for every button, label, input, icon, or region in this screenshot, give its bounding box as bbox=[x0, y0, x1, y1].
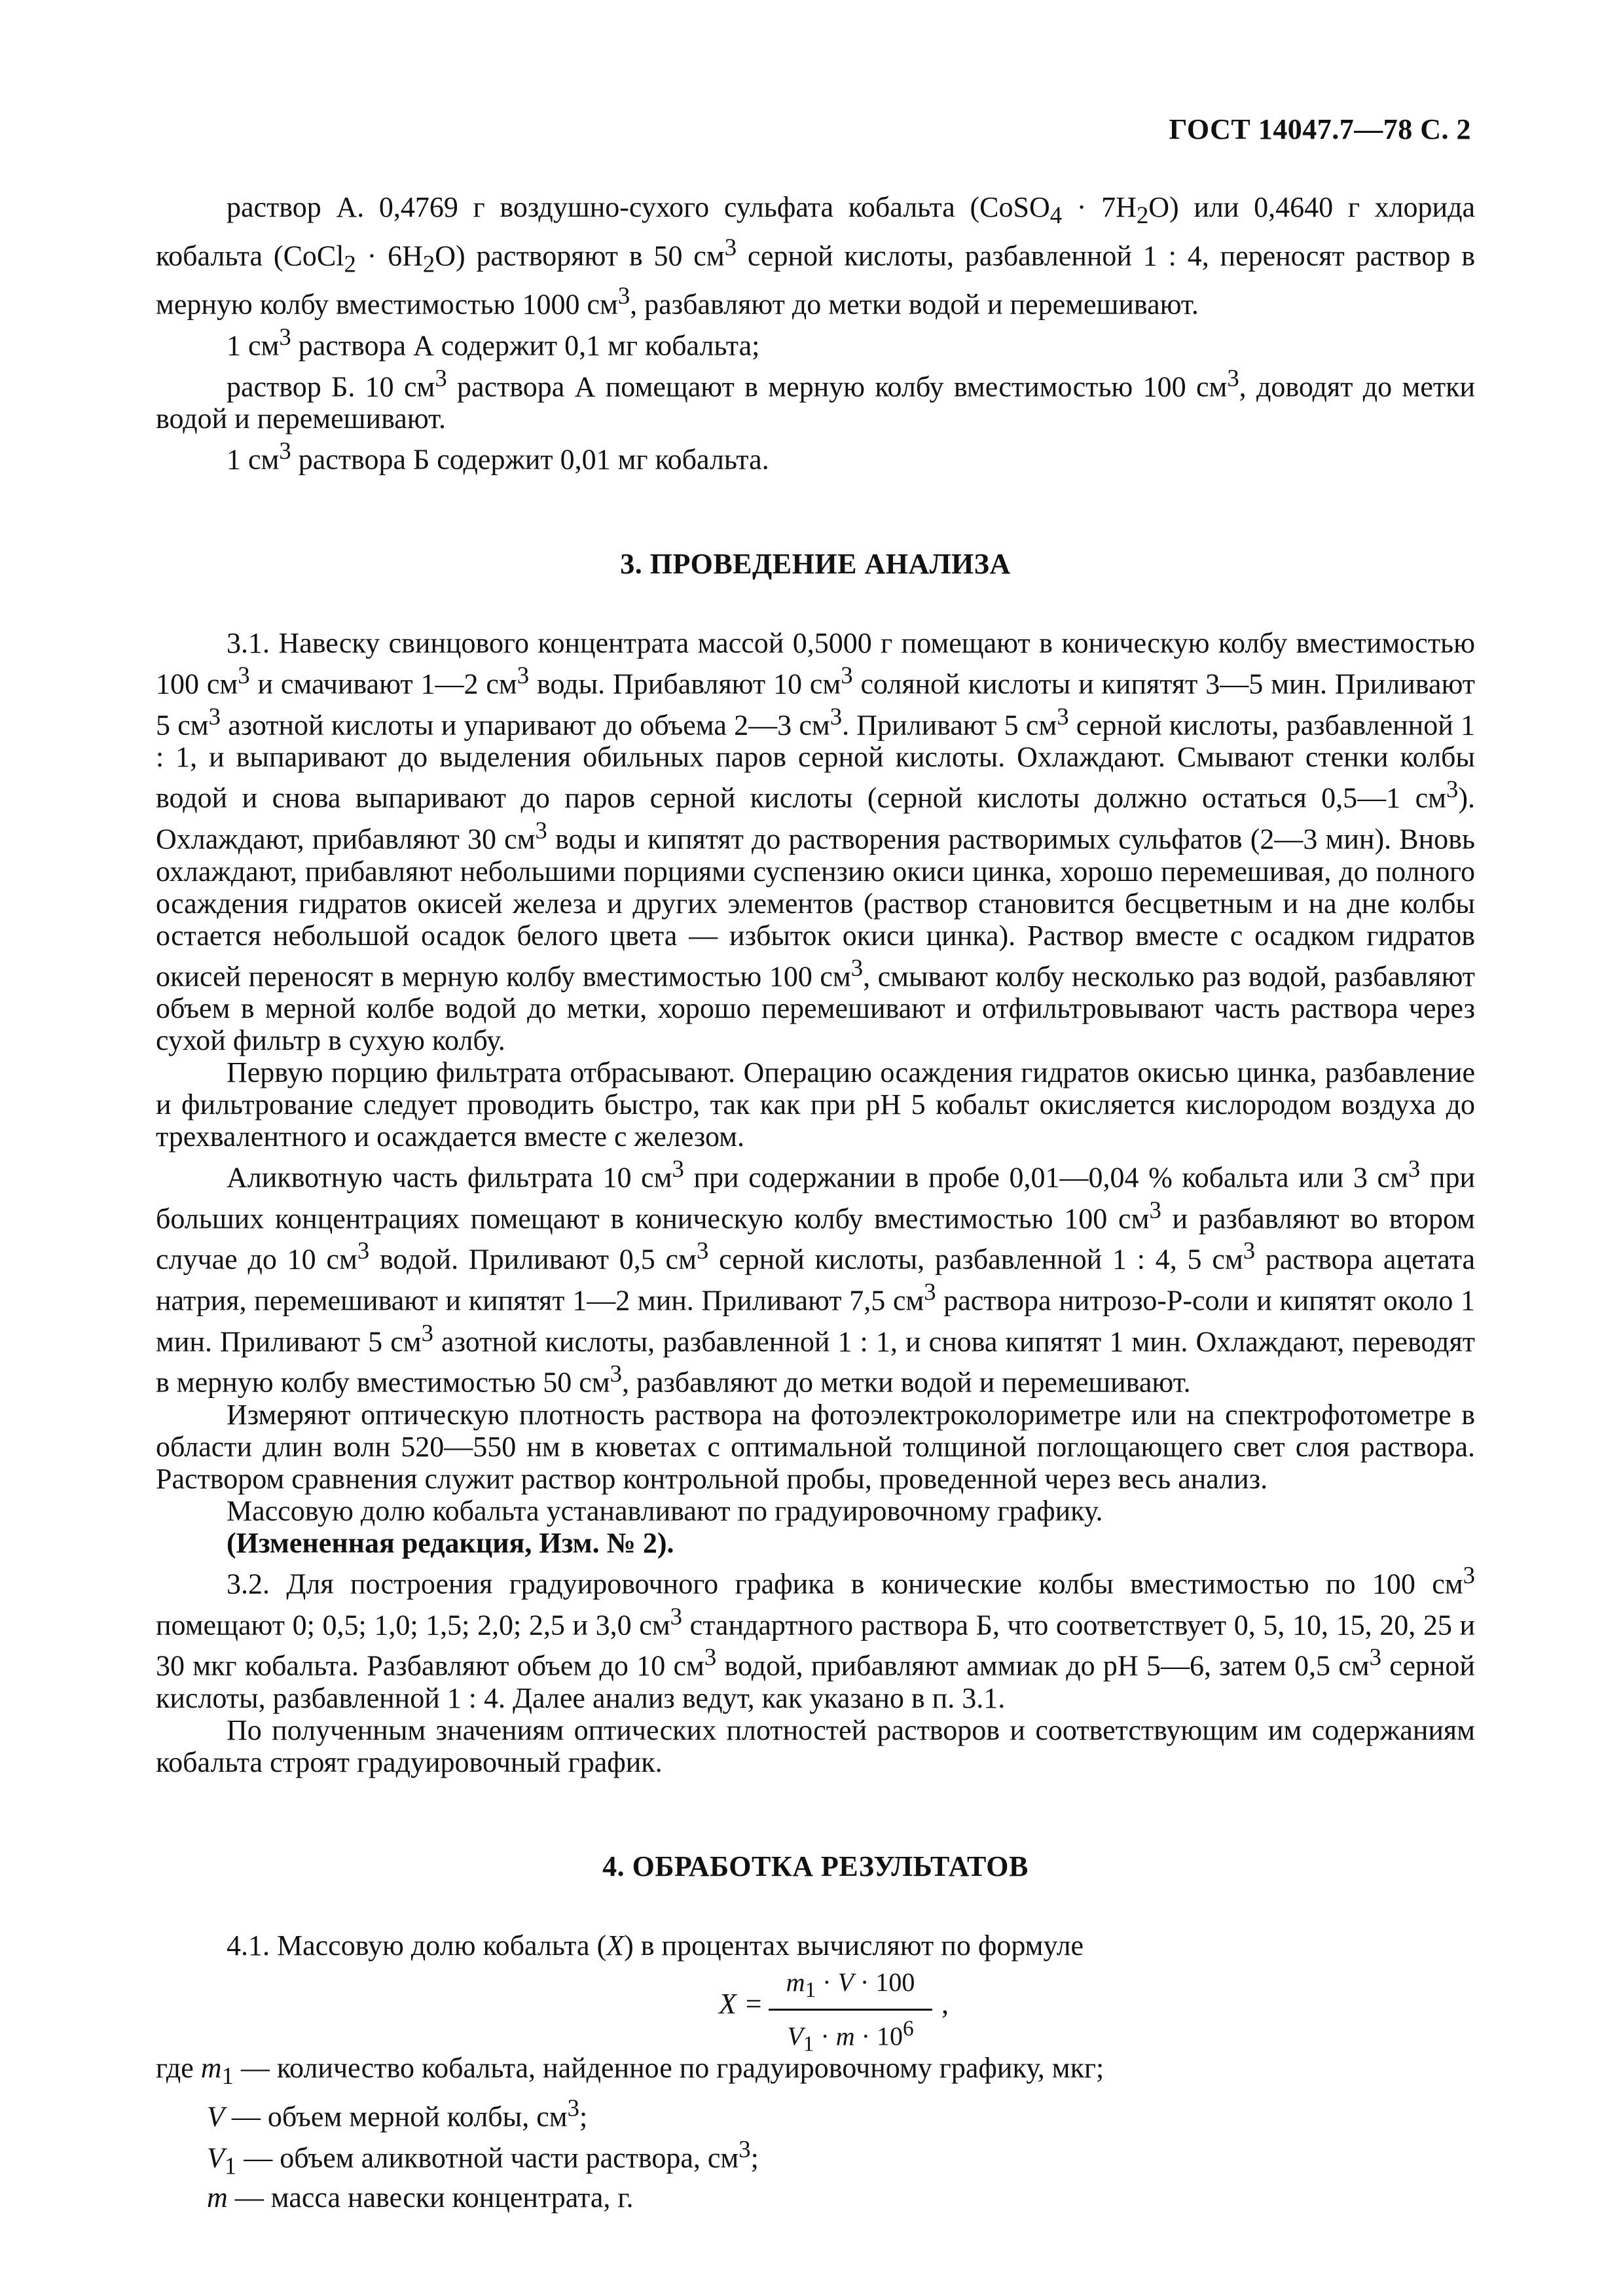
text: помещают 0; 0,5; 1,0; 1,5; 2,0; 2,5 и 3,0 см bbox=[156, 1609, 670, 1641]
superscript: 3 bbox=[279, 437, 291, 465]
variable: m bbox=[786, 1967, 805, 1998]
superscript: 3 bbox=[238, 661, 250, 689]
subscript: 1 bbox=[224, 2151, 237, 2179]
running-head: ГОСТ 14047.7—78 С. 2 bbox=[1169, 113, 1471, 145]
subscript: 1 bbox=[805, 1978, 816, 2003]
superscript: 3 bbox=[841, 661, 853, 689]
text: , доводят до метки водой и перемешивают. bbox=[156, 370, 1476, 435]
text: раствора нитрозо-Р-соли и кипятят около 1 мин. Приливают 5 см bbox=[156, 1284, 1475, 1358]
section-3-heading: 3. ПРОВЕДЕНИЕ АНАЛИЗА bbox=[620, 547, 1011, 580]
variable: X bbox=[606, 1929, 625, 1962]
text: · 100 bbox=[854, 1967, 915, 1998]
superscript: 3 bbox=[739, 2135, 751, 2162]
text: соляной кислоты и кипятят 3—5 мин. Приливают 5 см bbox=[156, 668, 1475, 742]
text: · 10 bbox=[854, 2021, 903, 2051]
superscript: 3 bbox=[1057, 702, 1069, 730]
superscript: 3 bbox=[1463, 1562, 1475, 1589]
text: водой, прибавляют аммиак до pH 5—6, затем 0,5 см bbox=[716, 1650, 1370, 1683]
subscript: 1 bbox=[221, 2062, 234, 2089]
text: 3.1. Навеску свинцового концентрата массой 0,5000 г помещают в коническую колбу вместимостью 100 см bbox=[156, 626, 1475, 700]
text: при содержании в пробе 0,01—0,04 % кобальта или 3 см bbox=[684, 1161, 1408, 1194]
superscript: 3 bbox=[672, 1155, 684, 1183]
text: ; bbox=[750, 2142, 759, 2174]
text: O) растворяют в 50 см bbox=[435, 240, 725, 272]
superscript: 3 bbox=[535, 816, 547, 844]
superscript: 3 bbox=[724, 233, 737, 260]
text: серной кислоты, разбавленной 1 : 4. Далее анализ ведут, как указано в п. 3.1. bbox=[156, 1650, 1475, 1715]
superscript: 3 bbox=[567, 2094, 579, 2121]
text: ; bbox=[579, 2100, 588, 2133]
superscript: 3 bbox=[924, 1278, 936, 1306]
paragraph-mass-fraction: Массовую долю кобальта устанавливают по градуировочному графику. bbox=[227, 1495, 1103, 1528]
text: · bbox=[814, 2021, 836, 2051]
superscript: 3 bbox=[670, 1602, 682, 1630]
text: при больших концентрациях помещают в коническую колбу вместимостью 100 см bbox=[156, 1161, 1475, 1235]
text: — масса навески концентрата, г. bbox=[227, 2181, 634, 2214]
variable: V bbox=[837, 1967, 854, 1998]
superscript: 3 bbox=[1408, 1155, 1421, 1183]
superscript: 3 bbox=[1243, 1237, 1256, 1265]
definition-v1 bbox=[156, 2133, 1475, 2181]
text: 3.2. Для построения градуировочного графика в конические колбы вместимостью по 100 см bbox=[227, 1568, 1463, 1600]
text: O) или 0,4640 г хлорида кобальта (CoCl bbox=[156, 191, 1475, 272]
superscript: 3 bbox=[850, 954, 864, 981]
spacer bbox=[156, 476, 1475, 548]
section-4-heading: 4. ОБРАБОТКА РЕЗУЛЬТАТОВ bbox=[602, 1850, 1029, 1883]
formula-fraction bbox=[769, 1965, 932, 2061]
superscript: 3 bbox=[610, 1360, 622, 1388]
superscript: 3 bbox=[704, 1643, 717, 1671]
superscript: 3 bbox=[1369, 1643, 1381, 1671]
text: — количество кобальта, найденное по градуировочному графику, мкг; bbox=[233, 2052, 1104, 2085]
text: водой. Приливают 0,5 см bbox=[369, 1244, 697, 1276]
text: 1 см bbox=[227, 443, 280, 476]
variable: m bbox=[200, 2052, 222, 2085]
subscript: 1 bbox=[803, 2032, 814, 2056]
text: , смывают колбу несколько раз водой, разбавляют объем в мерной колбе водой до метки, хорошо перемешивают и отфильтровывают часть раствора через сухой фильтр в сухую колбу. bbox=[156, 960, 1475, 1057]
text: где bbox=[156, 2052, 201, 2085]
text: 4.1. Массовую долю кобальта ( bbox=[227, 1929, 607, 1962]
text: ) в процентах вычисляют по формуле bbox=[624, 1929, 1084, 1962]
variable: V bbox=[207, 2142, 225, 2174]
formula-denominator bbox=[769, 2012, 932, 2061]
text: стандартного раствора Б, что соответствует 0, 5, 10, 15, 20, 25 и 30 мкг кобальта. Разбавляют объем до 10 см bbox=[156, 1609, 1475, 1683]
formula bbox=[156, 1962, 1475, 2056]
superscript: 3 bbox=[1227, 364, 1239, 391]
text: , разбавляют до метки водой и перемешивают. bbox=[630, 288, 1199, 321]
text: серной кислоты, разбавленной 1 : 1, и выпаривают до выделения обильных паров серной кислоты. Охлаждают. Смывают стенки колбы водой и снова выпаривают до паров серной кислоты (серной кислоты должно остаться 0,5—1 см bbox=[156, 709, 1475, 814]
fraction-bar bbox=[769, 2009, 932, 2011]
spacer bbox=[156, 1882, 1475, 1929]
superscript: 3 bbox=[1446, 776, 1459, 803]
superscript: 3 bbox=[517, 661, 530, 689]
variable: V bbox=[787, 2021, 803, 2051]
variable-definitions bbox=[156, 2052, 1475, 2214]
text: воды. Прибавляют 10 см bbox=[529, 668, 841, 700]
superscript: 3 bbox=[617, 282, 630, 310]
text: раствора А содержит 0,1 мг кобальта; bbox=[291, 329, 760, 362]
paragraph-filtrate: Первую порцию фильтрата отбрасывают. Операцию осаждения гидратов окисью цинка, разбавление и фильтрование следует проводить быстро, так как при pH 5 кобальт окисляется кислородом воздуха до трехвалентного и осаждается вместе с железом. bbox=[156, 1056, 1475, 1153]
text: , разбавляют до метки водой и перемешивают. bbox=[621, 1367, 1191, 1399]
text: раствор Б. 10 см bbox=[227, 370, 435, 403]
text: воды и кипятят до растворения растворимых сульфатов (2—3 мин). Вновь охлаждают, прибавляют небольшими порциями суспензию окиси цинка, хорошо перемешивая, до полного осаждения гидратов окисей железа и других элементов (раствор становится бесцветным и на дне колбы остается небольшой осадок белого цвета — избыток окиси цинка). Раствор вместе с осадком гидратов окисей переносят в мерную колбу вместимостью 100 см bbox=[156, 823, 1475, 993]
spacer bbox=[156, 580, 1475, 627]
formula-comma: , bbox=[941, 1988, 949, 2020]
text: и смачивают 1—2 см bbox=[249, 668, 517, 700]
variable: m bbox=[207, 2181, 228, 2214]
paragraph-calibration-graph: По полученным значениям оптических плотностей растворов и соответствующим им содержаниям кобальта строят градуировочный график. bbox=[156, 1714, 1475, 1779]
text: . Приливают 5 см bbox=[842, 709, 1057, 742]
superscript: 3 bbox=[421, 1319, 433, 1346]
text: раствора Б содержит 0,01 мг кобальта. bbox=[291, 443, 769, 476]
text: раствора А помещают в мерную колбу вместимостью 100 см bbox=[447, 370, 1228, 403]
paragraph-4-1 bbox=[156, 1929, 1475, 1962]
text: раствор А. 0,4769 г воздушно-сухого сульфата кобальта (CoSO bbox=[227, 191, 1050, 223]
paragraph-measurement: Измеряют оптическую плотность раствора на фотоэлектроколориметре или на спектрофотометре в области длин волн 520—550 нм в кюветах с оптимальной толщиной поглощающего свет слоя раствора. Раствором сравнения служит раствор контрольной пробы, проведенной через весь анализ. bbox=[156, 1399, 1475, 1496]
text: — объем аликвотной части раствора, см bbox=[236, 2142, 739, 2174]
superscript: 3 bbox=[696, 1237, 709, 1265]
paragraph-aliquot bbox=[156, 1153, 1475, 1399]
subscript: 2 bbox=[422, 250, 435, 278]
text: серной кислоты, разбавленной 1 : 4, 5 см bbox=[708, 1244, 1243, 1276]
text: · 7H bbox=[1062, 191, 1137, 223]
text: 1 см bbox=[227, 329, 280, 362]
variable: V bbox=[207, 2100, 225, 2133]
paragraph-solution-b bbox=[156, 362, 1475, 435]
text: ). Охлаждают, прибавляют 30 см bbox=[156, 781, 1475, 855]
text: · 6H bbox=[356, 240, 423, 272]
text: азотной кислоты, разбавленной 1 : 1, и снова кипятят 1 мин. Охлаждают, переводят в мерную колбу вместимостью 50 см bbox=[156, 1325, 1476, 1399]
superscript: 6 bbox=[902, 2017, 914, 2041]
superscript: 3 bbox=[357, 1237, 370, 1265]
subscript: 4 bbox=[1049, 201, 1063, 228]
superscript: 3 bbox=[830, 702, 843, 730]
text: — объем мерной колбы, см bbox=[224, 2100, 568, 2133]
paragraph-3-1 bbox=[156, 627, 1475, 1056]
definition-m bbox=[156, 2181, 1475, 2214]
superscript: 3 bbox=[435, 364, 447, 391]
definition-v bbox=[156, 2092, 1475, 2133]
text: серной кислоты, разбавленной 1 : 4, переносят раствор в мерную колбу вместимостью 1000 см bbox=[156, 240, 1475, 321]
formula-lhs: X = bbox=[719, 1988, 763, 2020]
text: и разбавляют во втором случае до 10 см bbox=[156, 1202, 1475, 1276]
paragraph-3-2 bbox=[156, 1559, 1475, 1714]
text: раствора ацетата натрия, перемешивают и кипятят 1—2 мин. Приливают 7,5 см bbox=[156, 1244, 1475, 1317]
paragraph-solution-a-content bbox=[156, 321, 1475, 362]
superscript: 3 bbox=[279, 323, 291, 350]
superscript: 3 bbox=[1149, 1196, 1161, 1223]
superscript: 3 bbox=[208, 702, 221, 730]
formula-numerator bbox=[769, 1965, 932, 2007]
spacer bbox=[156, 1778, 1475, 1850]
text: · bbox=[816, 1967, 838, 1998]
body-text bbox=[156, 191, 1475, 2214]
paragraph-solution-a bbox=[156, 191, 1475, 321]
subscript: 2 bbox=[344, 250, 356, 278]
variable: m bbox=[835, 2021, 855, 2051]
subscript: 2 bbox=[1136, 201, 1149, 228]
paragraph-amendment: (Измененная редакция, Изм. № 2). bbox=[227, 1527, 674, 1560]
paragraph-solution-b-content bbox=[156, 435, 1475, 476]
text: азотной кислоты и упаривают до объема 2—3 см bbox=[220, 709, 830, 742]
text: Аликвотную часть фильтрата 10 см bbox=[227, 1161, 672, 1194]
